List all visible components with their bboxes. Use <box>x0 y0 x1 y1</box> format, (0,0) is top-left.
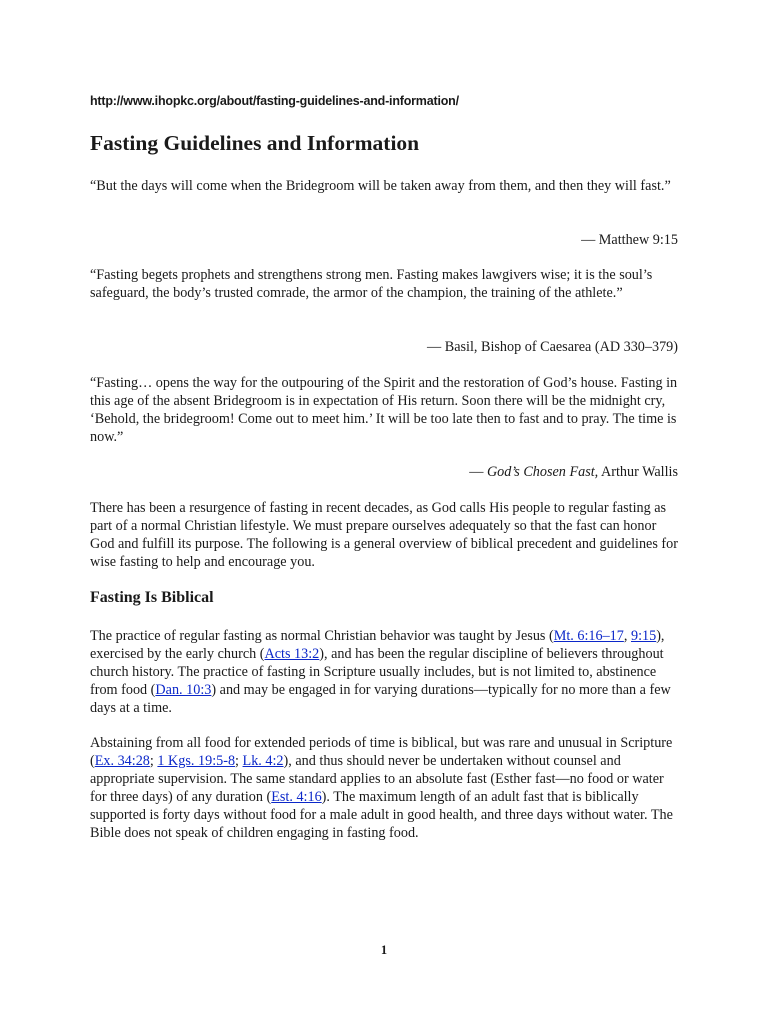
section-heading: Fasting Is Biblical <box>90 589 214 606</box>
page-title: Fasting Guidelines and Information <box>90 131 420 155</box>
quote-2-text: “Fasting begets prophets and strengthens strong men. Fasting makes lawgivers wise; it is the soul’s safeguard, the body’s trusted comrade, the armor of the champion, the training of the athlete.” <box>90 267 653 302</box>
quote-1-attribution: — Matthew 9:15 <box>581 232 678 248</box>
scripture-link-ex-34-28[interactable]: Ex. 34:28 <box>94 753 150 770</box>
book-title: God’s Chosen Fast, <box>486 464 599 480</box>
quote-3-attribution: — God’s Chosen Fast, Arthur Wallis <box>469 464 678 480</box>
quote-3-text: “Fasting… opens the way for the outpouring of the Spirit and the restoration of God’s house. Fasting in this age of the absent Bridegroom is in expectation of His return. Soon there will be the midnight cry, ‘Behold, the bridegroom! Come out to meet him.’ It will be too late then to fast and to pray. The time is now.” <box>90 375 678 446</box>
quote-2-attribution: — Basil, Bishop of Caesarea (AD 330–379) <box>427 339 678 355</box>
scripture-link-mt-9-15[interactable]: 9:15 <box>630 628 657 644</box>
scripture-link-acts-13-2[interactable]: Acts 13:2 <box>264 646 320 663</box>
page-number: 1 <box>380 943 388 957</box>
section-paragraph-1: The practice of regular fasting as normal Christian behavior was taught by Jesus (Mt. 6:16–17, 9:15), exercised by the early church (Acts 13:2), and has been the regular discipline of believers throughout church history. The practice of fasting in Scripture usually includes, but is not limited to, abstinence from food (Dan. 10:3) and may be engaged in for varying durations—typically for no more than a few days at a time. <box>90 628 671 717</box>
quote-1-text: “But the days will come when the Bridegroom will be taken away from them, and then they will fast.” <box>90 178 671 194</box>
section-paragraph-2: Abstaining from all food for extended periods of time is biblical, but was rare and unusual in Scripture (Ex. 34:28; 1 Kgs. 19:5-8; Lk. 4:2), and thus should never be undertaken without counsel and appropriate supervision. The same standard applies to an absolute fast (Esther fast—no food or water for three days) of any duration (Est. 4:16). The maximum length of an adult fast that is biblically supported is forty days without food for a male adult in good health, and three days without water. The Bible does not speak of children engaging in fasting food. <box>90 735 673 842</box>
scripture-link-dan-10-3[interactable]: Dan. 10:3 <box>155 682 212 699</box>
scripture-link-est-4-16[interactable]: Est. 4:16 <box>271 789 322 806</box>
scripture-link-1-kgs-19-5[interactable]: 1 Kgs. 19:5-8 <box>157 753 236 770</box>
scripture-link-lk-4-2[interactable]: Lk. 4:2 <box>242 753 284 770</box>
source-url[interactable]: http://www.ihopkc.org/about/fasting-guidelines-and-information/ <box>90 94 459 108</box>
intro-paragraph: There has been a resurgence of fasting in recent decades, as God calls His people to regular fasting as part of a normal Christian lifestyle. We must prepare ourselves adequately so that the fast can honor God and fulfill its purpose. The following is a general overview of biblical precedent and guidelines for wise fasting to help and encourage you. <box>90 500 678 571</box>
scripture-link-mt-6-16[interactable]: Mt. 6:16–17 <box>553 628 624 644</box>
